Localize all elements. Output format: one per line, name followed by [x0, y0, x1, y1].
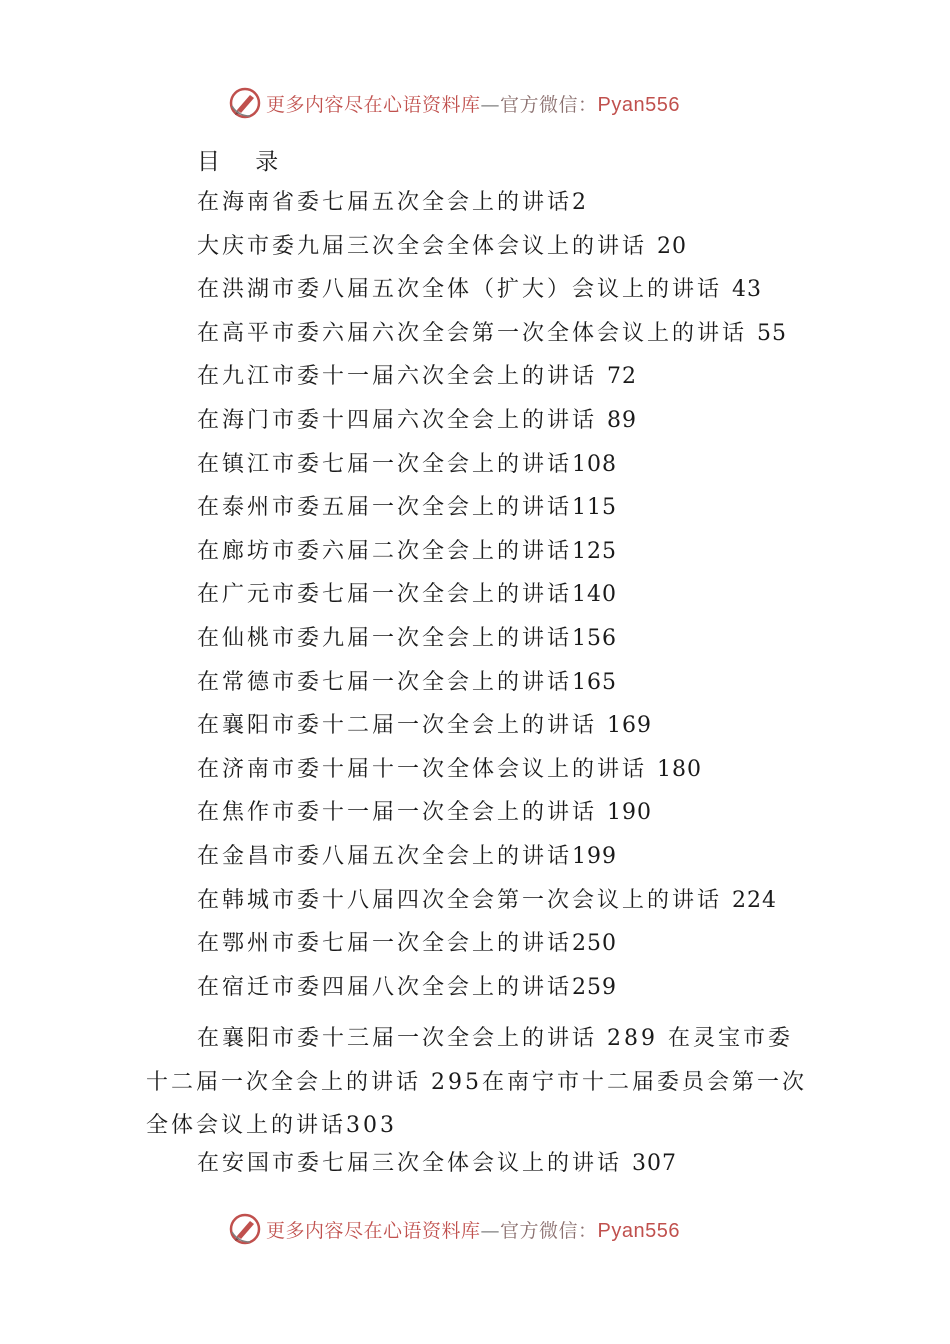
toc-entry-title: 大庆市委九届三次全会全体会议上的讲话	[197, 233, 657, 259]
toc-entry-page: 140	[572, 582, 618, 608]
toc-entry	[197, 449, 617, 481]
toc-entry-page: 20	[657, 233, 687, 259]
toc-entry-title: 在海门市委十四届六次全会上的讲话	[197, 408, 607, 433]
toc-entry-page: 108	[572, 451, 618, 477]
toc-entry-title: 在九江市委十一届六次全会上的讲话	[197, 364, 607, 390]
toc-entry-last	[197, 1148, 677, 1180]
toc-entry-page: 2	[572, 190, 588, 215]
toc-entry-title: 在济南市委十届十一次全体会议上的讲话	[197, 756, 657, 782]
toc-entry-page: 165	[572, 669, 618, 695]
toc-entry	[197, 274, 762, 306]
banner-dash: —	[480, 1219, 501, 1242]
toc-entry-title: 在韩城市委十八届四次全会第一次会议上的讲话	[197, 887, 732, 913]
banner-text-cn: 更多内容尽在心语资料库	[266, 1219, 481, 1242]
toc-entry	[197, 710, 652, 742]
banner-text-cn: 更多内容尽在心语资料库	[266, 93, 481, 116]
banner-text-cn2: 官方微信：	[500, 93, 598, 116]
pen-circle-logo-icon	[228, 1212, 262, 1246]
toc-entry	[197, 231, 687, 263]
toc-entry-title: 在廊坊市委六届二次全会上的讲话	[197, 538, 573, 564]
toc-entry	[197, 492, 617, 524]
toc-entry-title: 在安国市委七届三次全体会议上的讲话	[197, 1151, 632, 1176]
toc-entry-title: 在泰州市委五届一次全会上的讲话	[197, 495, 573, 521]
toc-entry-page: 307	[632, 1151, 677, 1176]
toc-entry-page: 156	[572, 626, 618, 651]
toc-entry	[197, 885, 777, 917]
pen-circle-logo-icon	[228, 86, 262, 120]
toc-entry-title: 在金昌市委八届五次全会上的讲话	[197, 844, 573, 869]
toc-entry-title: 在焦作市委十一届一次全会上的讲话	[197, 800, 607, 826]
toc-entry-page: 250	[572, 931, 618, 957]
toc-entry	[197, 972, 617, 1004]
toc-entry-title: 在海南省委七届五次全会上的讲话	[197, 190, 573, 215]
toc-entry-title: 在鄂州市委七届一次全会上的讲话	[197, 931, 573, 957]
toc-entry-page: 180	[657, 756, 702, 782]
toc-entry	[197, 754, 702, 786]
toc-entry	[197, 928, 617, 960]
toc-entry	[197, 579, 617, 611]
toc-entry-page: 259	[572, 974, 618, 1000]
toc-entry-page: 125	[572, 538, 618, 564]
toc-entry-page: 190	[607, 800, 652, 826]
toc-heading: 目 录	[197, 149, 293, 175]
toc-entry-title: 在仙桃市委九届一次全会上的讲话	[197, 626, 573, 651]
toc-entry	[197, 405, 637, 437]
toc-entry-title: 在洪湖市委八届五次全体（扩大）会议上的讲话	[197, 277, 732, 303]
toc-entry	[197, 841, 617, 873]
toc-entry	[197, 667, 617, 699]
toc-wrapped-paragraph: 在襄阳市委十三届一次全会上的讲话 289 在灵宝市委十二届一次全会上的讲话 295在南宁市十二届委员会第一次全体会议上的讲话303	[146, 1026, 807, 1139]
toc-entry-page: 115	[572, 495, 618, 521]
banner-text	[266, 90, 680, 117]
banner-wechat-id: Pyan556	[597, 1219, 680, 1242]
toc-entry	[197, 623, 617, 655]
toc-entry-page: 43	[732, 277, 762, 303]
toc-entry-title: 在宿迁市委四届八次全会上的讲话	[197, 974, 573, 1000]
toc-entry	[197, 797, 652, 829]
toc-entry-page: 89	[607, 408, 637, 433]
header-watermark-banner	[228, 85, 680, 121]
toc-entry-title: 在襄阳市委十二届一次全会上的讲话	[197, 713, 607, 739]
toc-entry-page: 199	[572, 844, 618, 869]
banner-text	[266, 1216, 680, 1243]
toc-entry-title: 在常德市委七届一次全会上的讲话	[197, 669, 573, 695]
toc-entry-page: 224	[732, 887, 777, 913]
toc-entry	[197, 187, 587, 219]
toc-entry	[197, 361, 637, 393]
footer-watermark-banner	[228, 1211, 680, 1247]
toc-entry-page: 55	[757, 320, 787, 346]
toc-entry-title: 在高平市委六届六次全会第一次全体会议上的讲话	[197, 320, 757, 346]
banner-dash: —	[480, 93, 501, 116]
toc-entry	[197, 536, 617, 568]
banner-wechat-id: Pyan556	[597, 93, 680, 116]
toc-entry-title: 在镇江市委七届一次全会上的讲话	[197, 451, 573, 477]
toc-entry-page: 169	[607, 713, 652, 739]
toc-entry	[197, 318, 787, 350]
toc-entry-title: 在广元市委七届一次全会上的讲话	[197, 582, 573, 608]
toc-entry-page: 72	[607, 364, 637, 390]
banner-text-cn2: 官方微信：	[500, 1219, 598, 1242]
